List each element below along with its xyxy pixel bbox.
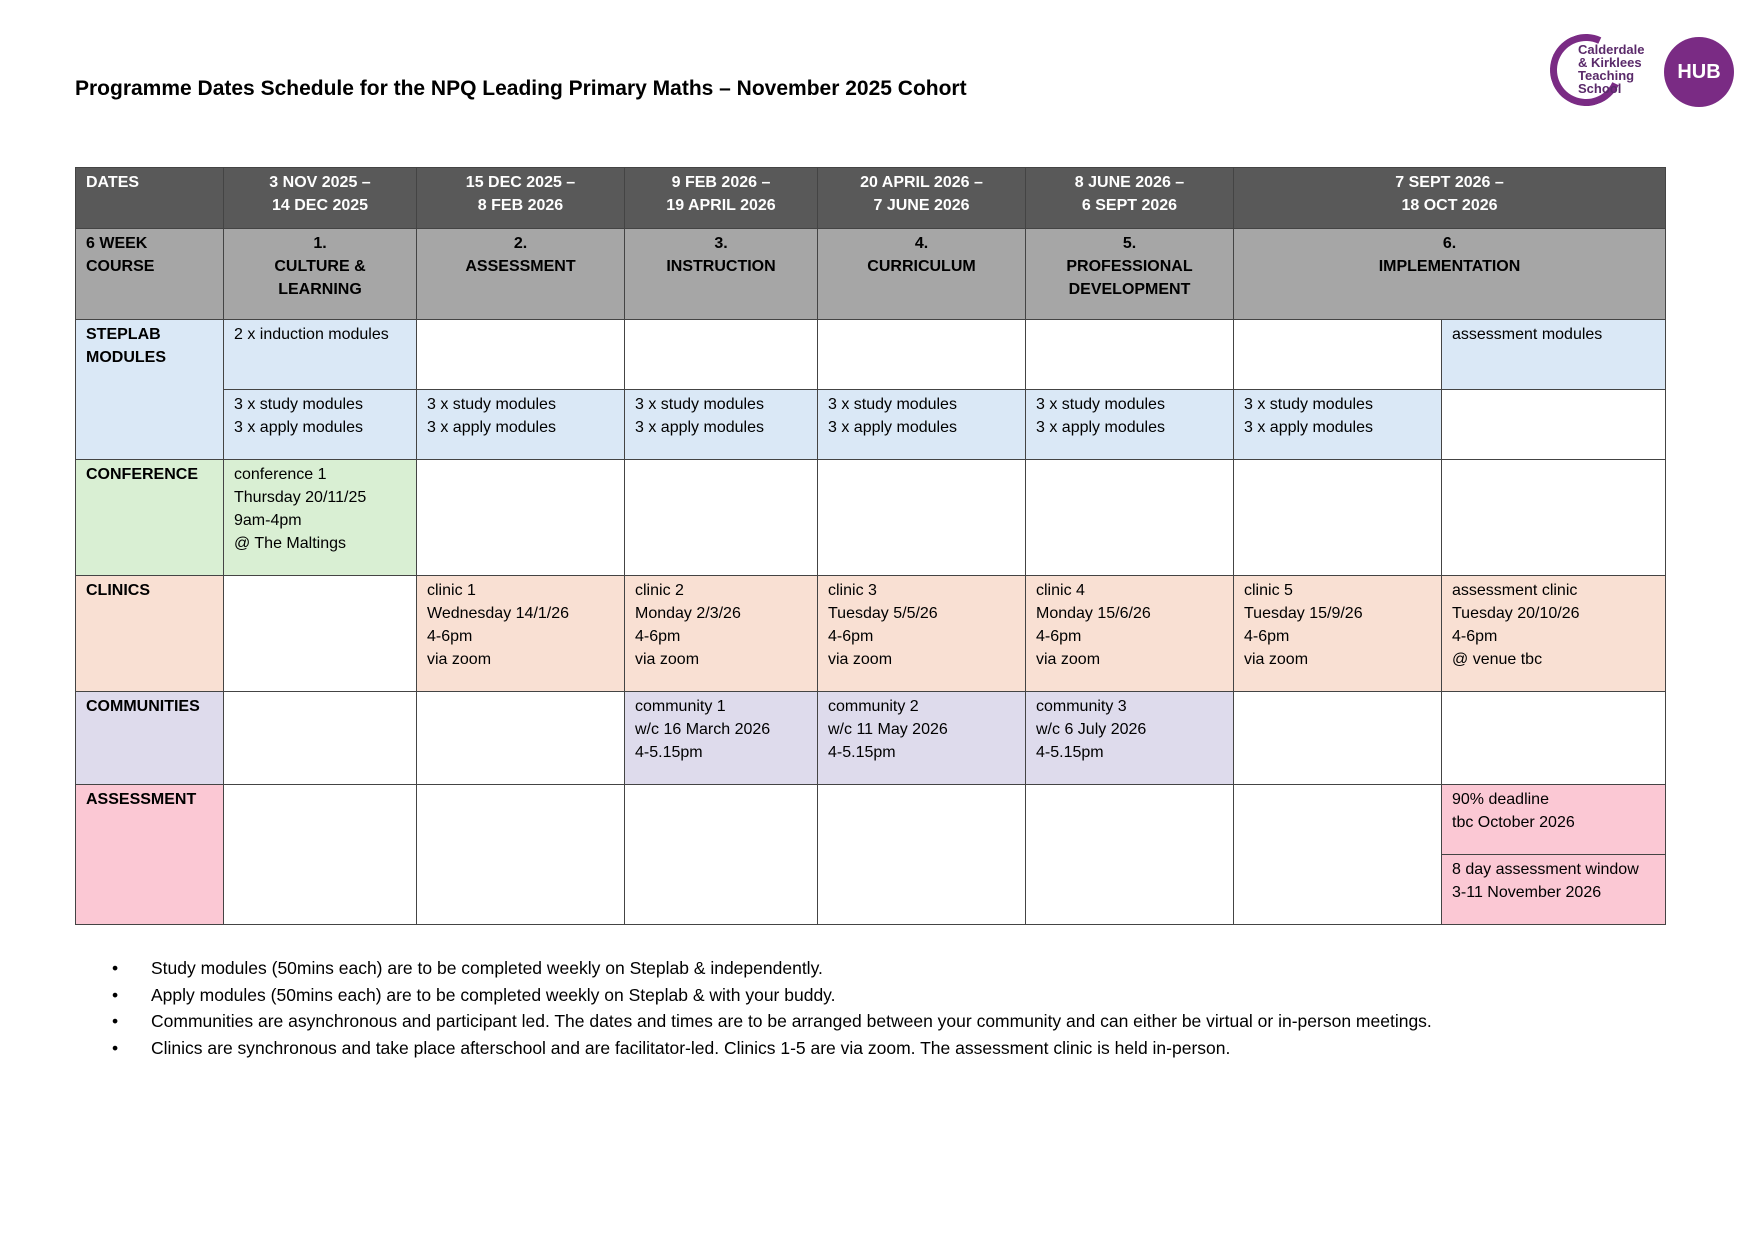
date-range-6: 7 SEPT 2026 – 18 OCT 2026 <box>1234 168 1666 229</box>
empty-cell <box>224 692 417 785</box>
empty-cell <box>1234 320 1442 390</box>
clinic-2-cell: clinic 2 Monday 2/3/26 4-6pm via zoom <box>625 576 818 692</box>
date-range-3: 9 FEB 2026 – 19 APRIL 2026 <box>625 168 818 229</box>
note-item: • Communities are asynchronous and participant led. The dates and times are to be arranged between your community and can either be virtual or in-person meetings. <box>112 1008 1432 1035</box>
course-5: 5. PROFESSIONAL DEVELOPMENT <box>1026 229 1234 320</box>
empty-cell <box>1442 460 1666 576</box>
empty-cell <box>625 460 818 576</box>
date-range-1: 3 NOV 2025 – 14 DEC 2025 <box>224 168 417 229</box>
empty-cell <box>417 320 625 390</box>
dates-label: DATES <box>76 168 224 229</box>
school-hub-logo <box>1550 34 1740 110</box>
empty-cell <box>417 460 625 576</box>
empty-cell <box>1026 460 1234 576</box>
deadline-cell: 90% deadline tbc October 2026 <box>1442 785 1666 855</box>
conference-row <box>76 460 1666 576</box>
notes-list <box>112 955 1432 1061</box>
communities-label: COMMUNITIES <box>76 692 224 785</box>
empty-cell <box>417 785 625 925</box>
empty-cell <box>818 460 1026 576</box>
study-modules-cell: 3 x study modules 3 x apply modules <box>625 390 818 460</box>
conference-label: CONFERENCE <box>76 460 224 576</box>
steplab-label: STEPLAB MODULES <box>76 320 224 460</box>
empty-cell <box>1026 320 1234 390</box>
steplab-row-study <box>76 390 1666 460</box>
course-1: 1. CULTURE & LEARNING <box>224 229 417 320</box>
bullet-icon: • <box>112 1011 119 1031</box>
clinic-3-cell: clinic 3 Tuesday 5/5/26 4-6pm via zoom <box>818 576 1026 692</box>
assessment-clinic-cell: assessment clinic Tuesday 20/10/26 4-6pm @ venue tbc <box>1442 576 1666 692</box>
study-modules-cell: 3 x study modules 3 x apply modules <box>1234 390 1442 460</box>
community-2-cell: community 2 w/c 11 May 2026 4-5.15pm <box>818 692 1026 785</box>
bullet-icon: • <box>112 1037 119 1058</box>
course-label: 6 WEEK COURSE <box>76 229 224 320</box>
course-2: 2. ASSESSMENT <box>417 229 625 320</box>
assessment-modules-cell: assessment modules <box>1442 320 1666 390</box>
schedule-table <box>75 167 1666 925</box>
empty-cell <box>1442 692 1666 785</box>
empty-cell <box>1026 785 1234 925</box>
study-modules-cell: 3 x study modules 3 x apply modules <box>417 390 625 460</box>
empty-cell <box>1234 785 1442 925</box>
assessment-label: ASSESSMENT <box>76 785 224 925</box>
empty-cell <box>1234 692 1442 785</box>
note-item: • Apply modules (50mins each) are to be completed weekly on Steplab & with your buddy. <box>112 982 1432 1009</box>
empty-cell <box>417 692 625 785</box>
logo-wordmark: Calderdale & Kirklees Teaching School <box>1578 42 1645 96</box>
date-range-2: 15 DEC 2025 – 8 FEB 2026 <box>417 168 625 229</box>
date-range-5: 8 JUNE 2026 – 6 SEPT 2026 <box>1026 168 1234 229</box>
note-item: • Study modules (50mins each) are to be completed weekly on Steplab & independently. <box>112 955 1432 982</box>
clinic-5-cell: clinic 5 Tuesday 15/9/26 4-6pm via zoom <box>1234 576 1442 692</box>
study-modules-cell: 3 x study modules 3 x apply modules <box>1026 390 1234 460</box>
steplab-row-top <box>76 320 1666 390</box>
course-3: 3. INSTRUCTION <box>625 229 818 320</box>
empty-cell <box>224 785 417 925</box>
empty-cell <box>625 320 818 390</box>
empty-cell <box>1442 390 1666 460</box>
assessment-window-cell: 8 day assessment window 3-11 November 2026 <box>1442 855 1666 925</box>
clinics-row <box>76 576 1666 692</box>
clinic-1-cell: clinic 1 Wednesday 14/1/26 4-6pm via zoom <box>417 576 625 692</box>
course-6: 6. IMPLEMENTATION <box>1234 229 1666 320</box>
community-1-cell: community 1 w/c 16 March 2026 4-5.15pm <box>625 692 818 785</box>
page-title: Programme Dates Schedule for the NPQ Leading Primary Maths – November 2025 Cohort <box>75 77 967 100</box>
empty-cell <box>1234 460 1442 576</box>
study-modules-cell: 3 x study modules 3 x apply modules <box>818 390 1026 460</box>
empty-cell <box>224 576 417 692</box>
dates-row <box>76 168 1666 229</box>
communities-row <box>76 692 1666 785</box>
clinics-label: CLINICS <box>76 576 224 692</box>
induction-modules-cell: 2 x induction modules <box>224 320 417 390</box>
bullet-icon: • <box>112 984 119 1005</box>
bullet-icon: • <box>112 958 119 978</box>
empty-cell <box>818 785 1026 925</box>
study-modules-cell: 3 x study modules 3 x apply modules <box>224 390 417 460</box>
hub-badge: HUB <box>1664 37 1734 107</box>
note-item: • Clinics are synchronous and take place afterschool and are facilitator-led. Clinics 1-5 are via zoom. The assessment clinic is held in-person. <box>112 1035 1432 1062</box>
date-range-4: 20 APRIL 2026 – 7 JUNE 2026 <box>818 168 1026 229</box>
course-row <box>76 229 1666 320</box>
community-3-cell: community 3 w/c 6 July 2026 4-5.15pm <box>1026 692 1234 785</box>
conference-1-cell: conference 1 Thursday 20/11/25 9am-4pm @ The Maltings <box>224 460 417 576</box>
empty-cell <box>625 785 818 925</box>
course-4: 4. CURRICULUM <box>818 229 1026 320</box>
assessment-row-top <box>76 785 1666 855</box>
empty-cell <box>818 320 1026 390</box>
clinic-4-cell: clinic 4 Monday 15/6/26 4-6pm via zoom <box>1026 576 1234 692</box>
